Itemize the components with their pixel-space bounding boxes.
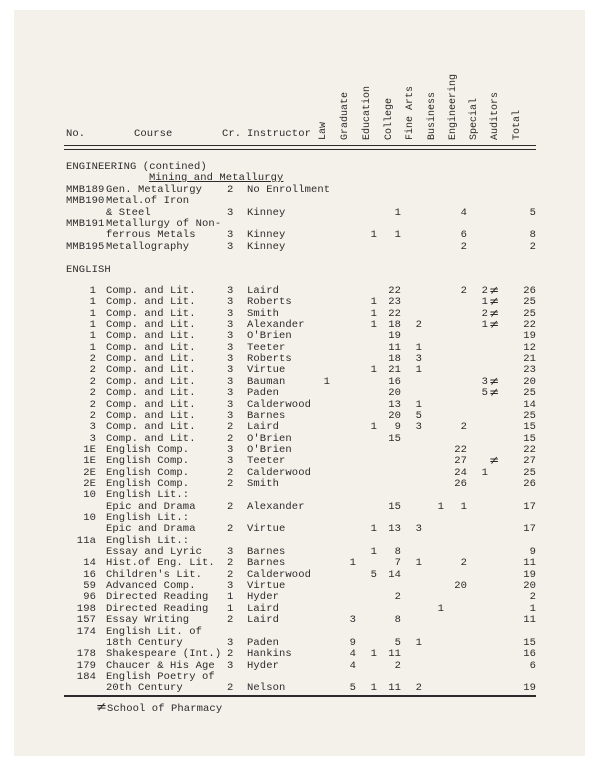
- course-number: 11a: [76, 534, 96, 547]
- count-col: 7: [394, 557, 401, 570]
- count-total: 25: [523, 409, 536, 422]
- course-name: Essay Writing: [106, 614, 190, 627]
- course-number: 1: [89, 341, 96, 354]
- header-business: Business: [427, 91, 438, 140]
- count-ed: 1: [370, 421, 377, 434]
- course-number: 16: [83, 568, 96, 581]
- credits: 3: [227, 206, 234, 219]
- auditor-mark: ≠: [489, 317, 500, 332]
- course-name: English Comp.: [106, 455, 190, 468]
- count-eng: 20: [454, 580, 467, 593]
- count-total: 21: [523, 353, 536, 366]
- count-total: 2: [529, 240, 536, 253]
- credits: 1: [227, 602, 234, 615]
- count-col: 13: [388, 398, 401, 411]
- count-total: 25: [523, 307, 536, 320]
- instructor: Hyder: [247, 659, 280, 672]
- course-name: Comp. and Lit.: [106, 285, 196, 297]
- header-fine-arts: Fine Arts: [405, 85, 416, 140]
- section-engineering-subtitle: Mining and Metallurgy: [149, 172, 284, 184]
- count-col: 20: [388, 387, 401, 400]
- count-total: 19: [523, 330, 536, 343]
- count-total: 26: [523, 477, 536, 490]
- count-total: 19: [523, 682, 536, 695]
- count-fa: 1: [415, 364, 422, 377]
- count-eng: 6: [460, 229, 467, 242]
- count-total: 5: [529, 206, 536, 219]
- count-eng: 2: [460, 557, 467, 570]
- credits: 3: [227, 387, 234, 400]
- count-total: 27: [523, 455, 536, 468]
- count-ed: 5: [370, 568, 377, 581]
- credits: 2: [227, 614, 234, 627]
- count-col: 18: [388, 319, 401, 332]
- count-col: 20: [388, 409, 401, 422]
- course-name: & Steel: [106, 206, 151, 219]
- instructor: Smith: [247, 477, 280, 490]
- credits: 3: [227, 285, 234, 297]
- count-eng: 2: [460, 421, 467, 434]
- credits: 3: [227, 659, 234, 672]
- count-col: 14: [388, 568, 401, 581]
- count-total: 15: [523, 421, 536, 434]
- instructor: Calderwood: [247, 568, 312, 581]
- course-name: Comp. and Lit.: [106, 398, 196, 411]
- auditor-mark: ≠: [489, 373, 500, 388]
- instructor: Virtue: [247, 580, 286, 593]
- instructor: Bauman: [247, 375, 286, 388]
- course-number: MMB191: [66, 218, 105, 231]
- course-number: 2: [89, 409, 96, 422]
- header-instructor: Instructor: [247, 128, 312, 140]
- count-col: 16: [388, 375, 401, 388]
- instructor: Barnes: [247, 409, 286, 422]
- instructor: O'Brien: [247, 432, 292, 445]
- auditor-mark: ≠: [489, 283, 500, 297]
- count-eng: 4: [460, 206, 467, 219]
- count-bus: 1: [437, 500, 444, 513]
- count-total: 6: [529, 659, 536, 672]
- course-name: Comp. and Lit.: [106, 375, 196, 388]
- instructor: Laird: [247, 285, 280, 297]
- count-fa: 5: [415, 409, 422, 422]
- instructor: Laird: [247, 614, 280, 627]
- count-total: 25: [523, 387, 536, 400]
- instructor: No Enrollment: [247, 184, 331, 196]
- count-col: 8: [394, 546, 401, 559]
- count-fa: 1: [415, 398, 422, 411]
- count-ed: 1: [370, 296, 377, 309]
- course-number: MMB189: [66, 184, 105, 196]
- count-total: 19: [523, 568, 536, 581]
- credits: 3: [227, 330, 234, 343]
- instructor: O'Brien: [247, 443, 292, 456]
- count-total: 25: [523, 296, 536, 309]
- count-ed: 1: [370, 546, 377, 559]
- course-number: 178: [76, 648, 96, 661]
- count-col: 21: [388, 364, 401, 377]
- count-col: 22: [388, 285, 401, 297]
- count-ed: 1: [370, 307, 377, 320]
- credits: 2: [227, 466, 234, 479]
- course-number: 1: [89, 296, 96, 309]
- header-auditors: Auditors: [490, 91, 501, 140]
- section-engineering-title: ENGINEERING (contined): [66, 161, 207, 173]
- credits: 1: [227, 591, 234, 604]
- header-engineering: Engineering: [448, 73, 459, 140]
- count-ed: 1: [370, 648, 377, 661]
- count-col: 11: [388, 648, 401, 661]
- header-college: College: [384, 97, 395, 140]
- count-col: 8: [394, 614, 401, 627]
- credits: 3: [227, 580, 234, 593]
- course-name: Epic and Drama: [106, 500, 196, 513]
- auditor-mark: ≠: [489, 453, 500, 468]
- auditor-mark: ≠: [489, 385, 500, 400]
- count-total: 8: [529, 229, 536, 242]
- course-number: 59: [83, 580, 96, 593]
- credits: 2: [227, 184, 234, 196]
- count-special: 1: [481, 296, 488, 309]
- credits: 3: [227, 229, 234, 242]
- course-name: Comp. and Lit.: [106, 409, 196, 422]
- count-col: 18: [388, 353, 401, 366]
- count-ed: 1: [370, 364, 377, 377]
- instructor: Smith: [247, 307, 280, 320]
- count-special: 5: [481, 387, 488, 400]
- course-number: 14: [83, 557, 96, 570]
- course-number: MMB190: [66, 195, 105, 208]
- course-number: 1: [89, 285, 96, 297]
- credits: 2: [227, 477, 234, 490]
- course-number: 1: [89, 307, 96, 320]
- count-total: 9: [529, 546, 536, 559]
- instructor: Virtue: [247, 523, 286, 536]
- instructor: Alexander: [247, 319, 305, 332]
- course-name: Comp. and Lit.: [106, 353, 196, 366]
- footnote: School of Pharmacy: [107, 703, 223, 715]
- count-grad: 1: [349, 557, 356, 570]
- course-number: 2: [89, 375, 96, 388]
- credits: 3: [227, 341, 234, 354]
- count-col: 1: [394, 229, 401, 242]
- header-special: Special: [469, 97, 480, 140]
- instructor: Hankins: [247, 648, 292, 661]
- course-name: Comp. and Lit.: [106, 364, 196, 377]
- course-name: Advanced Comp.: [106, 580, 196, 593]
- course-name: Shakespeare (Int.): [106, 648, 222, 661]
- count-law: 1: [323, 375, 330, 388]
- course-name: Essay and Lyric: [106, 546, 203, 559]
- course-name: Metallography: [106, 240, 190, 253]
- instructor: Laird: [247, 602, 280, 615]
- course-number: 1: [89, 330, 96, 343]
- course-number: 2: [89, 387, 96, 400]
- count-fa: 3: [415, 353, 422, 366]
- instructor: Kinney: [247, 229, 286, 242]
- count-total: 15: [523, 432, 536, 445]
- count-eng: 24: [454, 466, 467, 479]
- count-eng: 27: [454, 455, 467, 468]
- course-number: 2: [89, 398, 96, 411]
- credits: 2: [227, 557, 234, 570]
- count-col: 13: [388, 523, 401, 536]
- course-name: Comp. and Lit.: [106, 296, 196, 309]
- count-total: 25: [523, 466, 536, 479]
- course-number: 184: [76, 670, 96, 683]
- count-fa: 2: [415, 682, 422, 695]
- count-total: 22: [523, 319, 536, 332]
- header-law: Law: [318, 121, 329, 140]
- instructor: Roberts: [247, 296, 292, 309]
- count-col: 23: [388, 296, 401, 309]
- course-name: English Comp.: [106, 443, 190, 456]
- count-total: 11: [523, 557, 536, 570]
- instructor: O'Brien: [247, 330, 292, 343]
- count-fa: 1: [415, 636, 422, 649]
- count-eng: 2: [460, 240, 467, 253]
- credits: 3: [227, 375, 234, 388]
- credits: 3: [227, 307, 234, 320]
- credits: 3: [227, 546, 234, 559]
- course-number: 198: [76, 602, 96, 615]
- course-name: Comp. and Lit.: [106, 307, 196, 320]
- count-col: 11: [388, 341, 401, 354]
- instructor: Paden: [247, 387, 280, 400]
- credits: 3: [227, 364, 234, 377]
- course-name: Comp. and Lit.: [106, 421, 196, 434]
- count-grad: 3: [349, 614, 356, 627]
- count-total: 11: [523, 614, 536, 627]
- course-number: 2E: [83, 466, 96, 479]
- count-total: 17: [523, 523, 536, 536]
- course-name: Metallurgy of Non-: [106, 218, 222, 231]
- count-fa: 2: [415, 319, 422, 332]
- course-name: Comp. and Lit.: [106, 387, 196, 400]
- header-course: Course: [134, 128, 173, 140]
- course-name: Children's Lit.: [106, 568, 203, 581]
- credits: 2: [227, 568, 234, 581]
- count-col: 19: [388, 330, 401, 343]
- count-special: 2: [481, 285, 488, 297]
- course-number: 1: [89, 319, 96, 332]
- course-number: 3: [89, 421, 96, 434]
- count-total: 20: [523, 375, 536, 388]
- course-name: English Comp.: [106, 466, 190, 479]
- instructor: Hyder: [247, 591, 280, 604]
- count-ed: 1: [370, 319, 377, 332]
- course-name: Gen. Metallurgy: [106, 184, 203, 196]
- instructor: Calderwood: [247, 466, 312, 479]
- header-graduate: Graduate: [340, 91, 351, 140]
- count-eng: 2: [460, 285, 467, 297]
- count-col: 9: [394, 421, 401, 434]
- credits: 3: [227, 409, 234, 422]
- credits: 3: [227, 353, 234, 366]
- header-no: No.: [66, 128, 86, 140]
- course-name: English Comp.: [106, 477, 190, 490]
- course-number: 96: [83, 591, 96, 604]
- instructor: Kinney: [247, 206, 286, 219]
- course-name: Hist.of Eng. Lit.: [106, 557, 215, 570]
- footnote-mark: ≠: [96, 700, 107, 715]
- count-bus: 1: [437, 602, 444, 615]
- instructor: Teeter: [247, 455, 286, 468]
- count-col: 5: [394, 636, 401, 649]
- course-name: 18th Century: [106, 636, 183, 649]
- count-total: 1: [529, 602, 536, 615]
- credits: 2: [227, 682, 234, 695]
- instructor: Roberts: [247, 353, 292, 366]
- instructor: Kinney: [247, 240, 286, 253]
- instructor: Nelson: [247, 682, 286, 695]
- course-number: 10: [83, 512, 96, 524]
- course-name: English Lit.:: [106, 489, 190, 502]
- credits: 3: [227, 398, 234, 411]
- instructor: Paden: [247, 636, 280, 649]
- course-name: Chaucer & His Age: [106, 659, 215, 672]
- count-fa: 1: [415, 557, 422, 570]
- count-fa: 3: [415, 523, 422, 536]
- course-name: Metal.of Iron: [106, 195, 190, 208]
- count-grad: 4: [349, 648, 356, 661]
- course-name: Directed Reading: [106, 591, 209, 604]
- count-ed: 1: [370, 523, 377, 536]
- credits: 3: [227, 319, 234, 332]
- section-english-title: ENGLISH: [66, 264, 111, 276]
- course-number: 1E: [83, 443, 96, 456]
- course-number: 10: [83, 489, 96, 502]
- count-total: 26: [523, 285, 536, 297]
- header-rule-bottom: [64, 149, 536, 150]
- header-rule-top: [64, 145, 536, 146]
- auditor-mark: ≠: [489, 294, 500, 309]
- count-col: 11: [388, 682, 401, 695]
- course-number: 3: [89, 432, 96, 445]
- count-fa: 1: [415, 341, 422, 354]
- course-number: 174: [76, 625, 96, 638]
- credits: 2: [227, 432, 234, 445]
- course-name: English Poetry of: [106, 670, 215, 683]
- course-number: 179: [76, 659, 96, 672]
- count-special: 1: [481, 466, 488, 479]
- count-special: 3: [481, 375, 488, 388]
- count-total: 20: [523, 580, 536, 593]
- count-total: 23: [523, 364, 536, 377]
- table-bottom-rule: [64, 695, 536, 697]
- instructor: Barnes: [247, 546, 286, 559]
- instructor: Calderwood: [247, 398, 312, 411]
- course-number: MMB195: [66, 240, 105, 253]
- count-grad: 9: [349, 636, 356, 649]
- credits: 3: [227, 636, 234, 649]
- count-total: 16: [523, 648, 536, 661]
- course-name: Epic and Drama: [106, 523, 196, 536]
- credits: 2: [227, 421, 234, 434]
- course-name: Comp. and Lit.: [106, 341, 196, 354]
- course-number: 2: [89, 364, 96, 377]
- count-total: 12: [523, 341, 536, 354]
- course-name: English Lit.:: [106, 512, 190, 524]
- course-name: English Lit. of: [106, 625, 203, 638]
- count-special: 2: [481, 307, 488, 320]
- course-name: Comp. and Lit.: [106, 330, 196, 343]
- credits: 3: [227, 443, 234, 456]
- count-total: 22: [523, 443, 536, 456]
- instructor: Teeter: [247, 341, 286, 354]
- count-ed: 1: [370, 682, 377, 695]
- count-total: 17: [523, 500, 536, 513]
- header-cr: Cr.: [222, 128, 242, 140]
- count-grad: 4: [349, 659, 356, 672]
- count-col: 1: [394, 206, 401, 219]
- credits: 3: [227, 296, 234, 309]
- instructor: Virtue: [247, 364, 286, 377]
- course-name: Directed Reading: [106, 602, 209, 615]
- count-eng: 26: [454, 477, 467, 490]
- count-eng: 1: [460, 500, 467, 513]
- instructor: Laird: [247, 421, 280, 434]
- course-number: 157: [76, 614, 96, 627]
- credits: 3: [227, 455, 234, 468]
- credits: 2: [227, 648, 234, 661]
- instructor: Alexander: [247, 500, 305, 513]
- instructor: Barnes: [247, 557, 286, 570]
- count-total: 2: [529, 591, 536, 604]
- count-grad: 5: [349, 682, 356, 695]
- course-name: Comp. and Lit.: [106, 432, 196, 445]
- document-page: [14, 10, 585, 756]
- count-eng: 22: [454, 443, 467, 456]
- course-name: Comp. and Lit.: [106, 319, 196, 332]
- count-col: 15: [388, 432, 401, 445]
- count-ed: 1: [370, 229, 377, 242]
- count-total: 14: [523, 398, 536, 411]
- course-number: 1E: [83, 455, 96, 468]
- header-total: Total: [512, 109, 523, 140]
- course-number: 2E: [83, 477, 96, 490]
- count-special: 1: [481, 319, 488, 332]
- credits: 3: [227, 240, 234, 253]
- count-col: 15: [388, 500, 401, 513]
- auditor-mark: ≠: [489, 305, 500, 320]
- course-name: 20th Century: [106, 682, 183, 695]
- count-col: 22: [388, 307, 401, 320]
- count-fa: 3: [415, 421, 422, 434]
- credits: 2: [227, 500, 234, 513]
- count-col: 2: [394, 659, 401, 672]
- header-education: Education: [362, 85, 373, 140]
- course-name: English Lit.:: [106, 534, 190, 547]
- count-total: 15: [523, 636, 536, 649]
- course-name: ferrous Metals: [106, 229, 196, 242]
- count-col: 2: [394, 591, 401, 604]
- course-number: 2: [89, 353, 96, 366]
- credits: 2: [227, 523, 234, 536]
